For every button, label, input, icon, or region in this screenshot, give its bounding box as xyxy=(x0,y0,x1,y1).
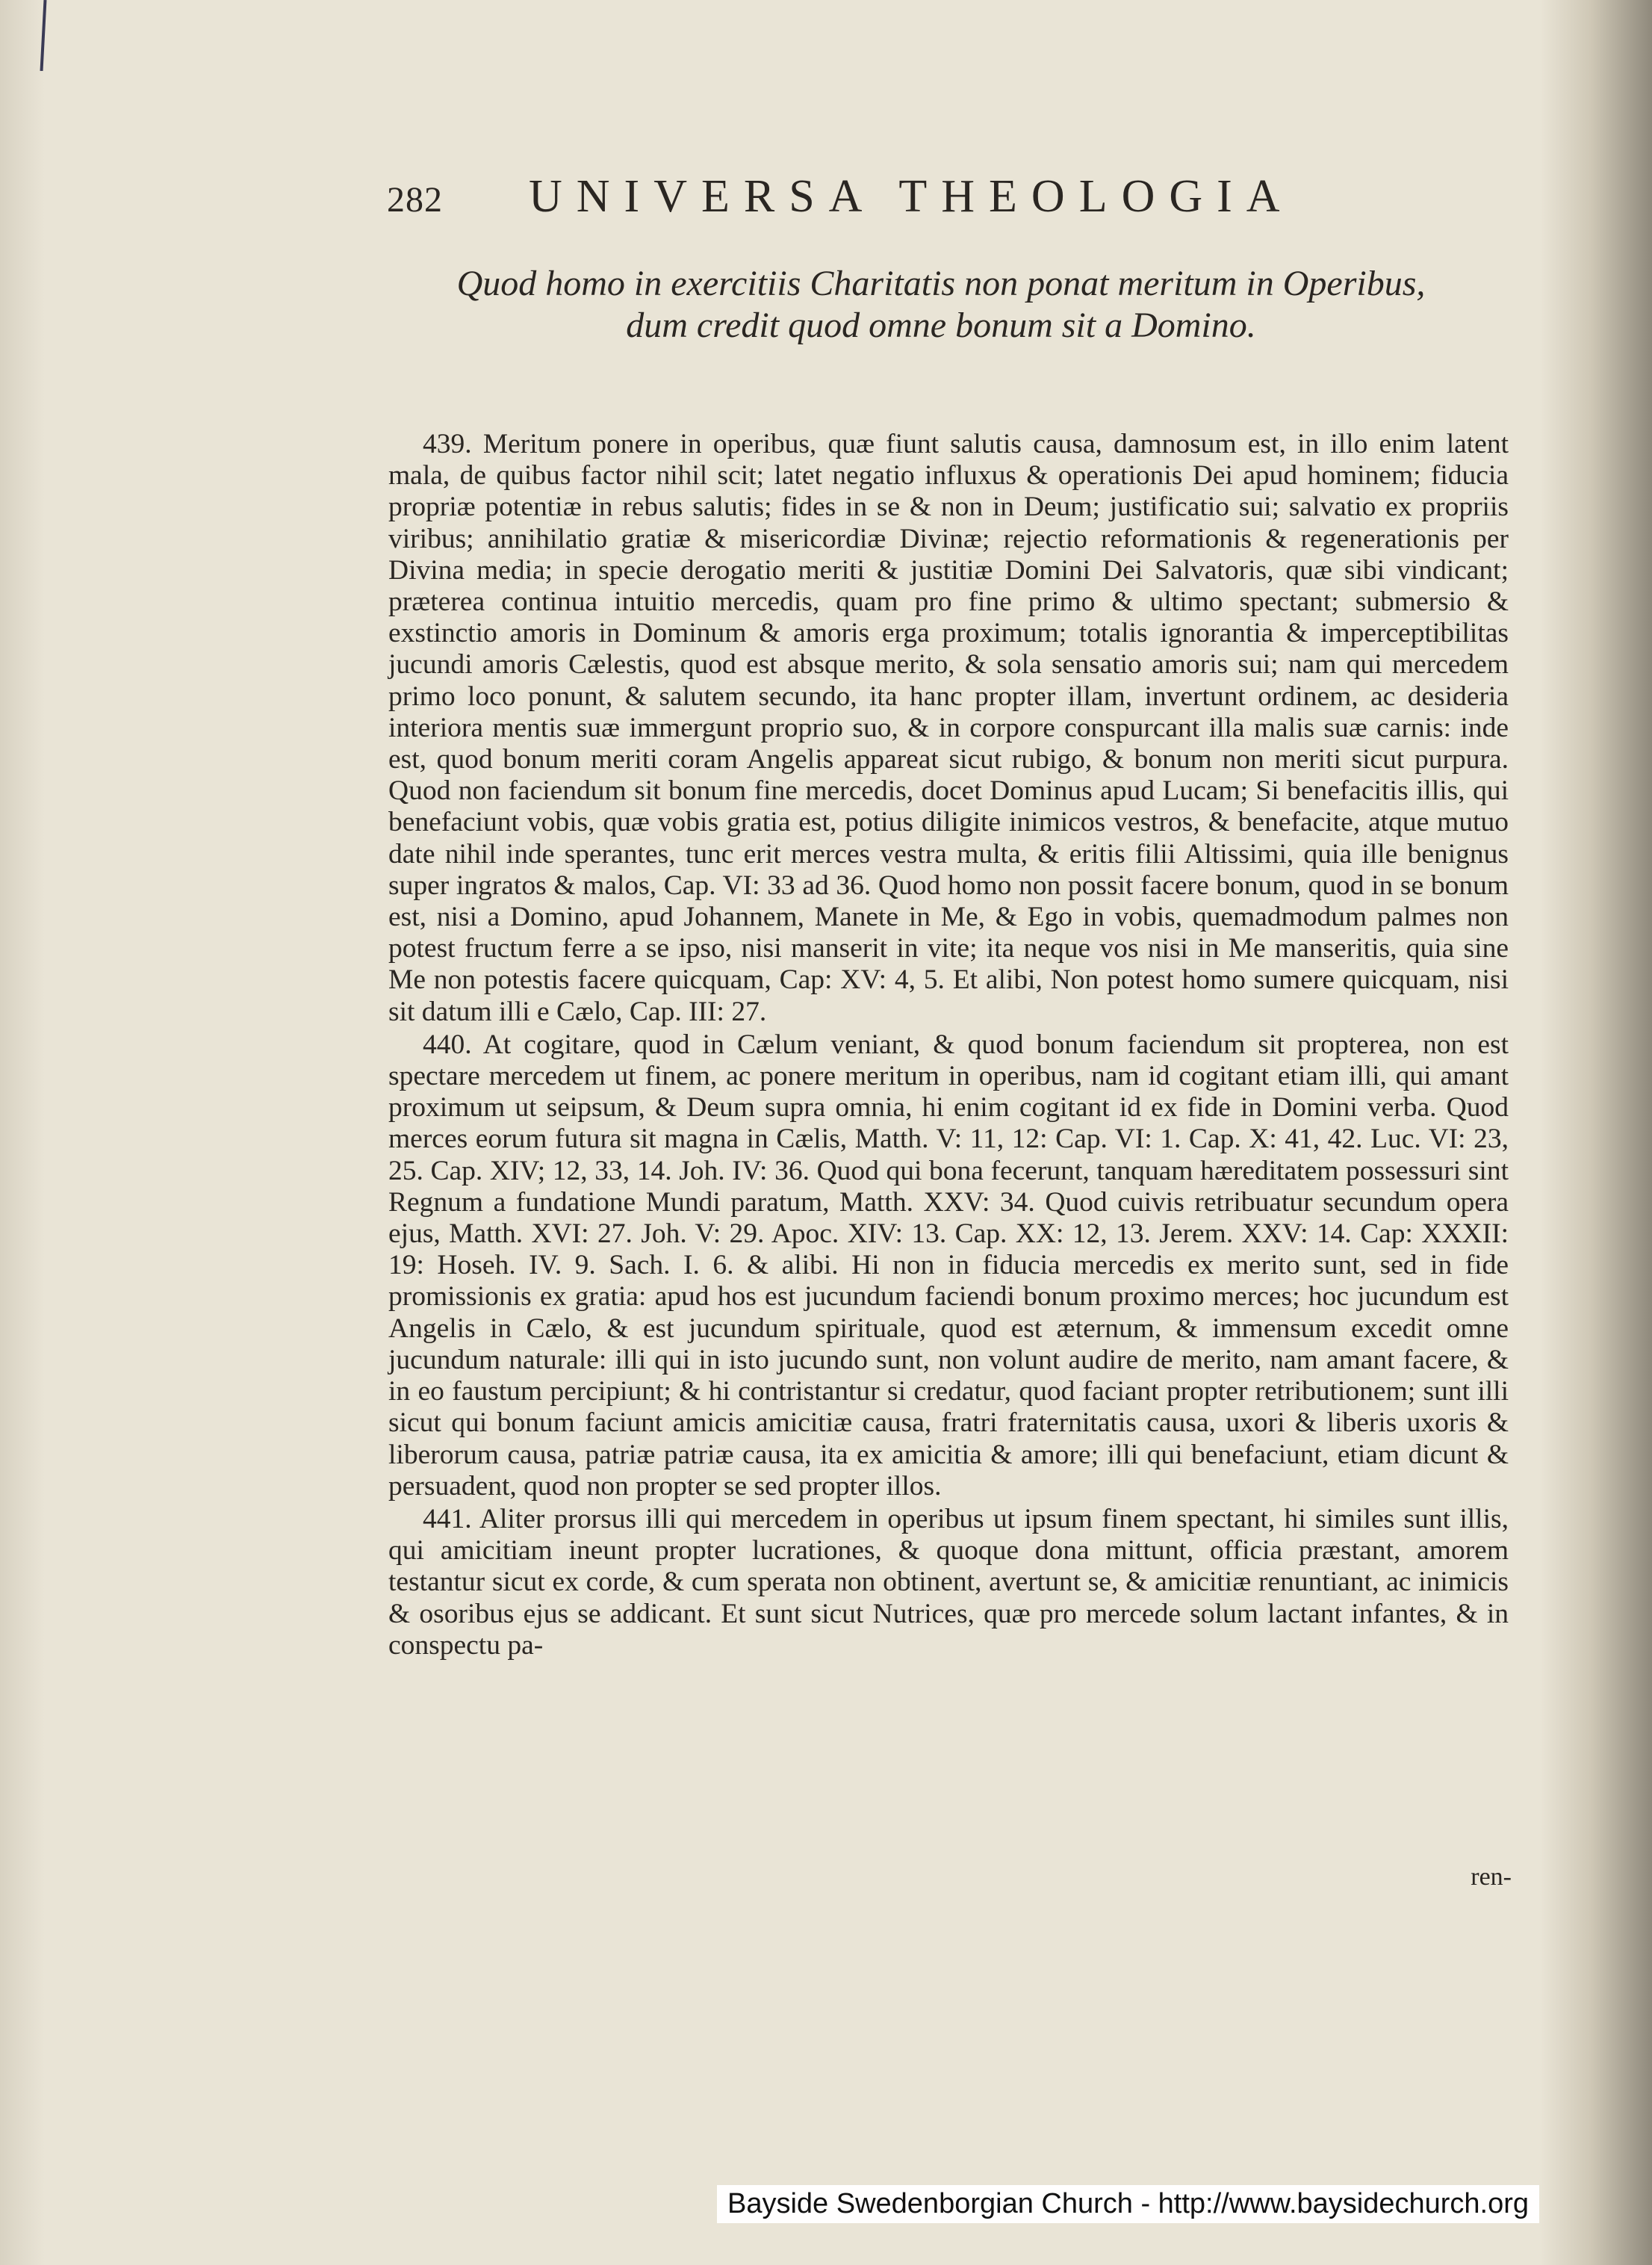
page-number: 282 xyxy=(387,180,443,220)
paragraph-text: At cogitare, quod in Cælum veniant, & quod bonum faciendum sit propterea, non est spectare mercedem ut finem, ac ponere meritum in operibus, nam id cogitant etiam illi, qui amant proximum ut seipsum, & Deum supra omnia, hi enim cogitant id ex fide in Domini verba. Quod merces eorum futura sit magna in Cælis, Matth. V: 11, 12: Cap. VI: 1. Cap. X: 41, 42. Luc. VI: 23, 25. Cap. XIV; 12, 33, 14. Joh. IV: 36. Quod qui bona fecerunt, tanquam hæreditatem possessuri sint Regnum a fundatione Mundi paratum, Matth. XXV: 34. Quod cuivis retribuatur secundum opera ejus, Matth. XVI: 27. Joh. V: 29. Apoc. XIV: 13. Cap. XX: 12, 13. Jerem. XXV: 14. Cap: XXXII: 19: Hoseh. IV. 9. Sach. I. 6. & alibi. Hi non in fiducia mercedis ex merito sunt, sed in fide promissionis ex gratia: apud hos est jucundum faciendi bonum proximo merces; hoc jucundum est Angelis in Cælo, & est jucundum spirituale, quod est æternum, & immensum excedit omne jucundum naturale: illi qui in isto jucundo sunt, non volunt audire de merito, nam amant facere, & in eo faustum percipiunt; & hi contristantur si credatur, quod faciant propter retributionem; sunt illi sicut qui bonum faciunt amicis amicitiæ causa, fratri fraternitatis causa, uxori & liberis uxoris & liberorum causa, patriæ patriæ causa, ita ex amicitia & amore; illi qui benefaciunt, etiam dicunt & persuadent, quod non propter se sed propter illos. xyxy=(388,1029,1509,1502)
page-shadow-left xyxy=(0,0,45,2265)
page-header xyxy=(387,170,1398,230)
paragraph-number: 439. xyxy=(423,429,472,459)
paragraph-number: 441. xyxy=(423,1503,472,1534)
body-text xyxy=(388,429,1509,1661)
section-heading: Quod homo in exercitiis Charitatis non ponat meritum in Operibus, dum credit quod omne bonum sit a Domino. xyxy=(456,264,1426,345)
paragraph-439 xyxy=(388,429,1509,1028)
paragraph-text: Meritum ponere in operibus, quæ fiunt salutis causa, damnosum est, in illo enim latent mala, de quibus factor nihil scit; latet negatio influxus & operationis Dei apud hominem; fiducia propriæ potentiæ in rebus salutis; fides in se & non in Deum; justificatio sui; salvatio ex propriis viribus; annihilatio gratiæ & misericordiæ Divinæ; rejectio reformationis & regenerationis per Divina media; in specie derogatio meriti & justitiæ Domini Dei Salvatoris, quæ sibi vindicant; præterea continua intuitio mercedis, quam pro fine primo & ultimo spectant; submersio & exstinctio amoris in Dominum & amoris erga proximum; totalis ignorantia & imperceptibilitas jucundi amoris Cælestis, quod est absque merito, & sola sensatio amoris sui; nam qui mercedem primo loco ponunt, & salutem secundo, ita hanc propter illam, invertunt ordinem, ac desideria interiora mentis suæ immergunt proprio suo, & in corpore conspurcant illa malis suæ carnis: inde est, quod bonum meriti coram Angelis appareat sicut rubigo, & bonum non meriti sicut purpura. Quod non faciendum sit bonum fine mercedis, docet Dominus apud Lucam; Si benefacitis illis, qui benefaciunt vobis, quæ vobis gratia est, potius diligite inimicos vestros, & benefacite, atque mutuo date nihil inde sperantes, tunc erit merces vestra multa, & eritis filii Altissimi, quia ille benignus super ingratos & malos, Cap. VI: 33 ad 36. Quod homo non possit facere bonum, quod in se bonum est, nisi a Domino, apud Johannem, Manete in Me, & Ego in vobis, quemadmodum palmes non potest fructum ferre a se ipso, nisi manserit in vite; ita neque vos nisi in Me manseritis, quia sine Me non potestis facere quicquam, Cap: XV: 4, 5. Et alibi, Non potest homo sumere quicquam, nisi sit datum illi e Cælo, Cap. III: 27. xyxy=(388,429,1509,1027)
paragraph-440 xyxy=(388,1029,1509,1502)
page-shadow-right xyxy=(1540,0,1652,2265)
watermark-caption: Bayside Swedenborgian Church - http://www.baysidechurch.org xyxy=(717,2185,1539,2223)
catchword: ren- xyxy=(1471,1863,1512,1891)
paragraph-number: 440. xyxy=(423,1029,472,1060)
paragraph-441 xyxy=(388,1504,1509,1661)
paragraph-text: Aliter prorsus illi qui mercedem in operibus ut ipsum finem spectant, hi similes sunt illis, qui amicitiam ineunt propter lucrationes, & quoque dona mittunt, officia præstant, amorem testantur sicut ex corde, & cum sperata non obtinent, avertunt se, & amicitiæ renuntiant, ac inimicis & osoribus ejus se addicant. Et sunt sicut Nutrices, quæ pro mercede solum lactant infantes, & in conspectu pa- xyxy=(388,1503,1509,1661)
running-title: UNIVERSA THEOLOGIA xyxy=(529,171,1294,222)
